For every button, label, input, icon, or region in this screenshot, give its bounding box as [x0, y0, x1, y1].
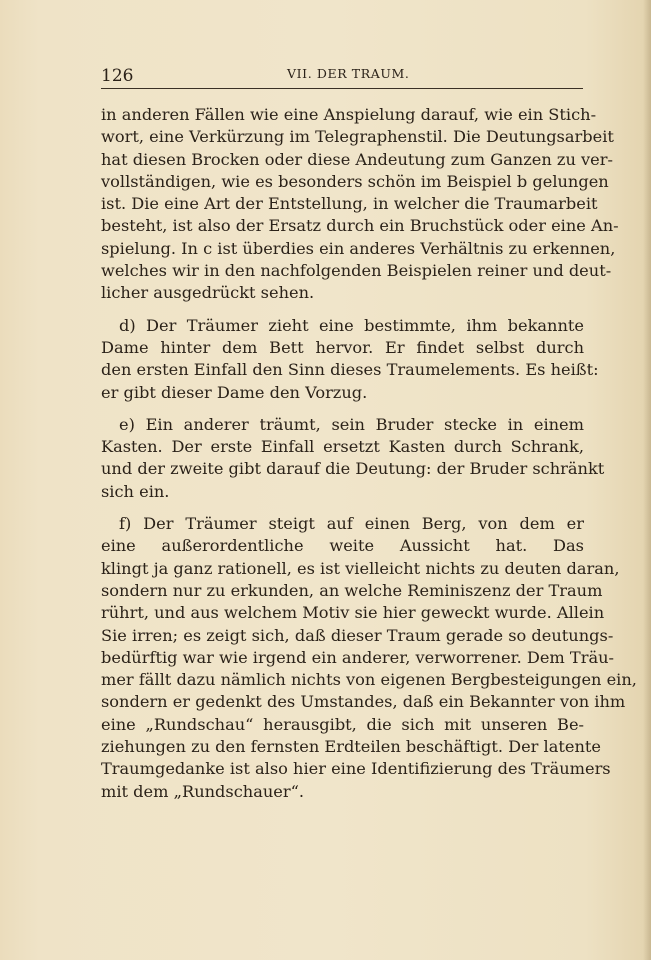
text-line: Dame hinter dem Bett hervor. Er findet selbst durch: [101, 337, 584, 357]
paragraph-4: [101, 513, 637, 803]
text-line: Kasten. Der erste Einfall ersetzt Kasten durch Schrank,: [101, 437, 584, 457]
paragraph-gap: [101, 404, 584, 414]
page-header: [101, 62, 581, 88]
paragraph-1: [101, 104, 619, 305]
text-line: klingt ja ganz rationell, es ist vielleicht nichts zu deuten daran,: [101, 558, 620, 578]
running-head: VII. DER TRAUM.: [287, 66, 410, 81]
text-line: licher ausgedrückt sehen.: [101, 283, 315, 303]
text-line: er gibt dieser Dame den Vorzug.: [101, 382, 368, 402]
page-edge-shadow: [643, 0, 651, 960]
header-rule: [101, 88, 583, 89]
text-line: ziehungen zu den fernsten Erdteilen beschäftigt. Der latente: [101, 737, 601, 757]
text-line: e) Ein anderer träumt, sein Bruder stecke in einem: [119, 414, 584, 434]
text-line: Traumgedanke ist also hier eine Identifizierung des Träumers: [101, 759, 611, 779]
text-line: ist. Die eine Art der Entstellung, in welcher die Traumarbeit: [101, 194, 598, 214]
text-line: eine „Rundschau“ herausgibt, die sich mit unseren Be-: [101, 714, 584, 734]
text-line: f) Der Träumer steigt auf einen Berg, von dem er: [119, 514, 584, 534]
text-line: eine außerordentliche weite Aussicht hat. Das: [101, 536, 584, 556]
paragraph-2: [101, 315, 599, 404]
paragraph-gap: [101, 503, 584, 513]
text-line: mit dem „Rundschauer“.: [101, 781, 305, 801]
text-line: vollständigen, wie es besonders schön im Beispiel b gelungen: [101, 171, 609, 191]
text-line: hat diesen Brocken oder diese Andeutung zum Ganzen zu ver-: [101, 149, 613, 169]
text-line: sondern er gedenkt des Umstandes, daß ein Bekannter von ihm: [101, 692, 626, 712]
text-line: den ersten Einfall den Sinn dieses Traumelements. Es heißt:: [101, 360, 599, 380]
page-number: 126: [101, 66, 134, 86]
paragraph-3: [101, 414, 605, 503]
text-line: in anderen Fällen wie eine Anspielung darauf, wie ein Stich-: [101, 105, 597, 124]
text-line: mer fällt dazu nämlich nichts von eigenen Bergbesteigungen ein,: [101, 670, 637, 690]
body-text: [101, 104, 637, 803]
text-line: rührt, und aus welchem Motiv sie hier geweckt wurde. Allein: [101, 603, 605, 623]
text-line: und der zweite gibt darauf die Deutung: der Bruder schränkt: [101, 459, 605, 479]
text-line: sich ein.: [101, 481, 170, 501]
text-line: spielung. In c ist überdies ein anderes Verhältnis zu erkennen,: [101, 238, 616, 258]
text-line: sondern nur zu erkunden, an welche Reminiszenz der Traum: [101, 580, 603, 600]
text-line: Sie irren; es zeigt sich, daß dieser Traum gerade so deutungs-: [101, 625, 614, 645]
text-line: wort, eine Verkürzung im Telegraphenstil. Die Deutungsarbeit: [101, 127, 614, 147]
text-line: bedürftig war wie irgend ein anderer, verworrener. Dem Träu-: [101, 647, 615, 667]
text-line: welches wir in den nachfolgenden Beispielen reiner und deut-: [101, 261, 612, 281]
text-line: d) Der Träumer zieht eine bestimmte, ihm bekannte: [119, 315, 584, 335]
text-line: besteht, ist also der Ersatz durch ein Bruchstück oder eine An-: [101, 216, 619, 236]
paragraph-gap: [101, 305, 584, 315]
